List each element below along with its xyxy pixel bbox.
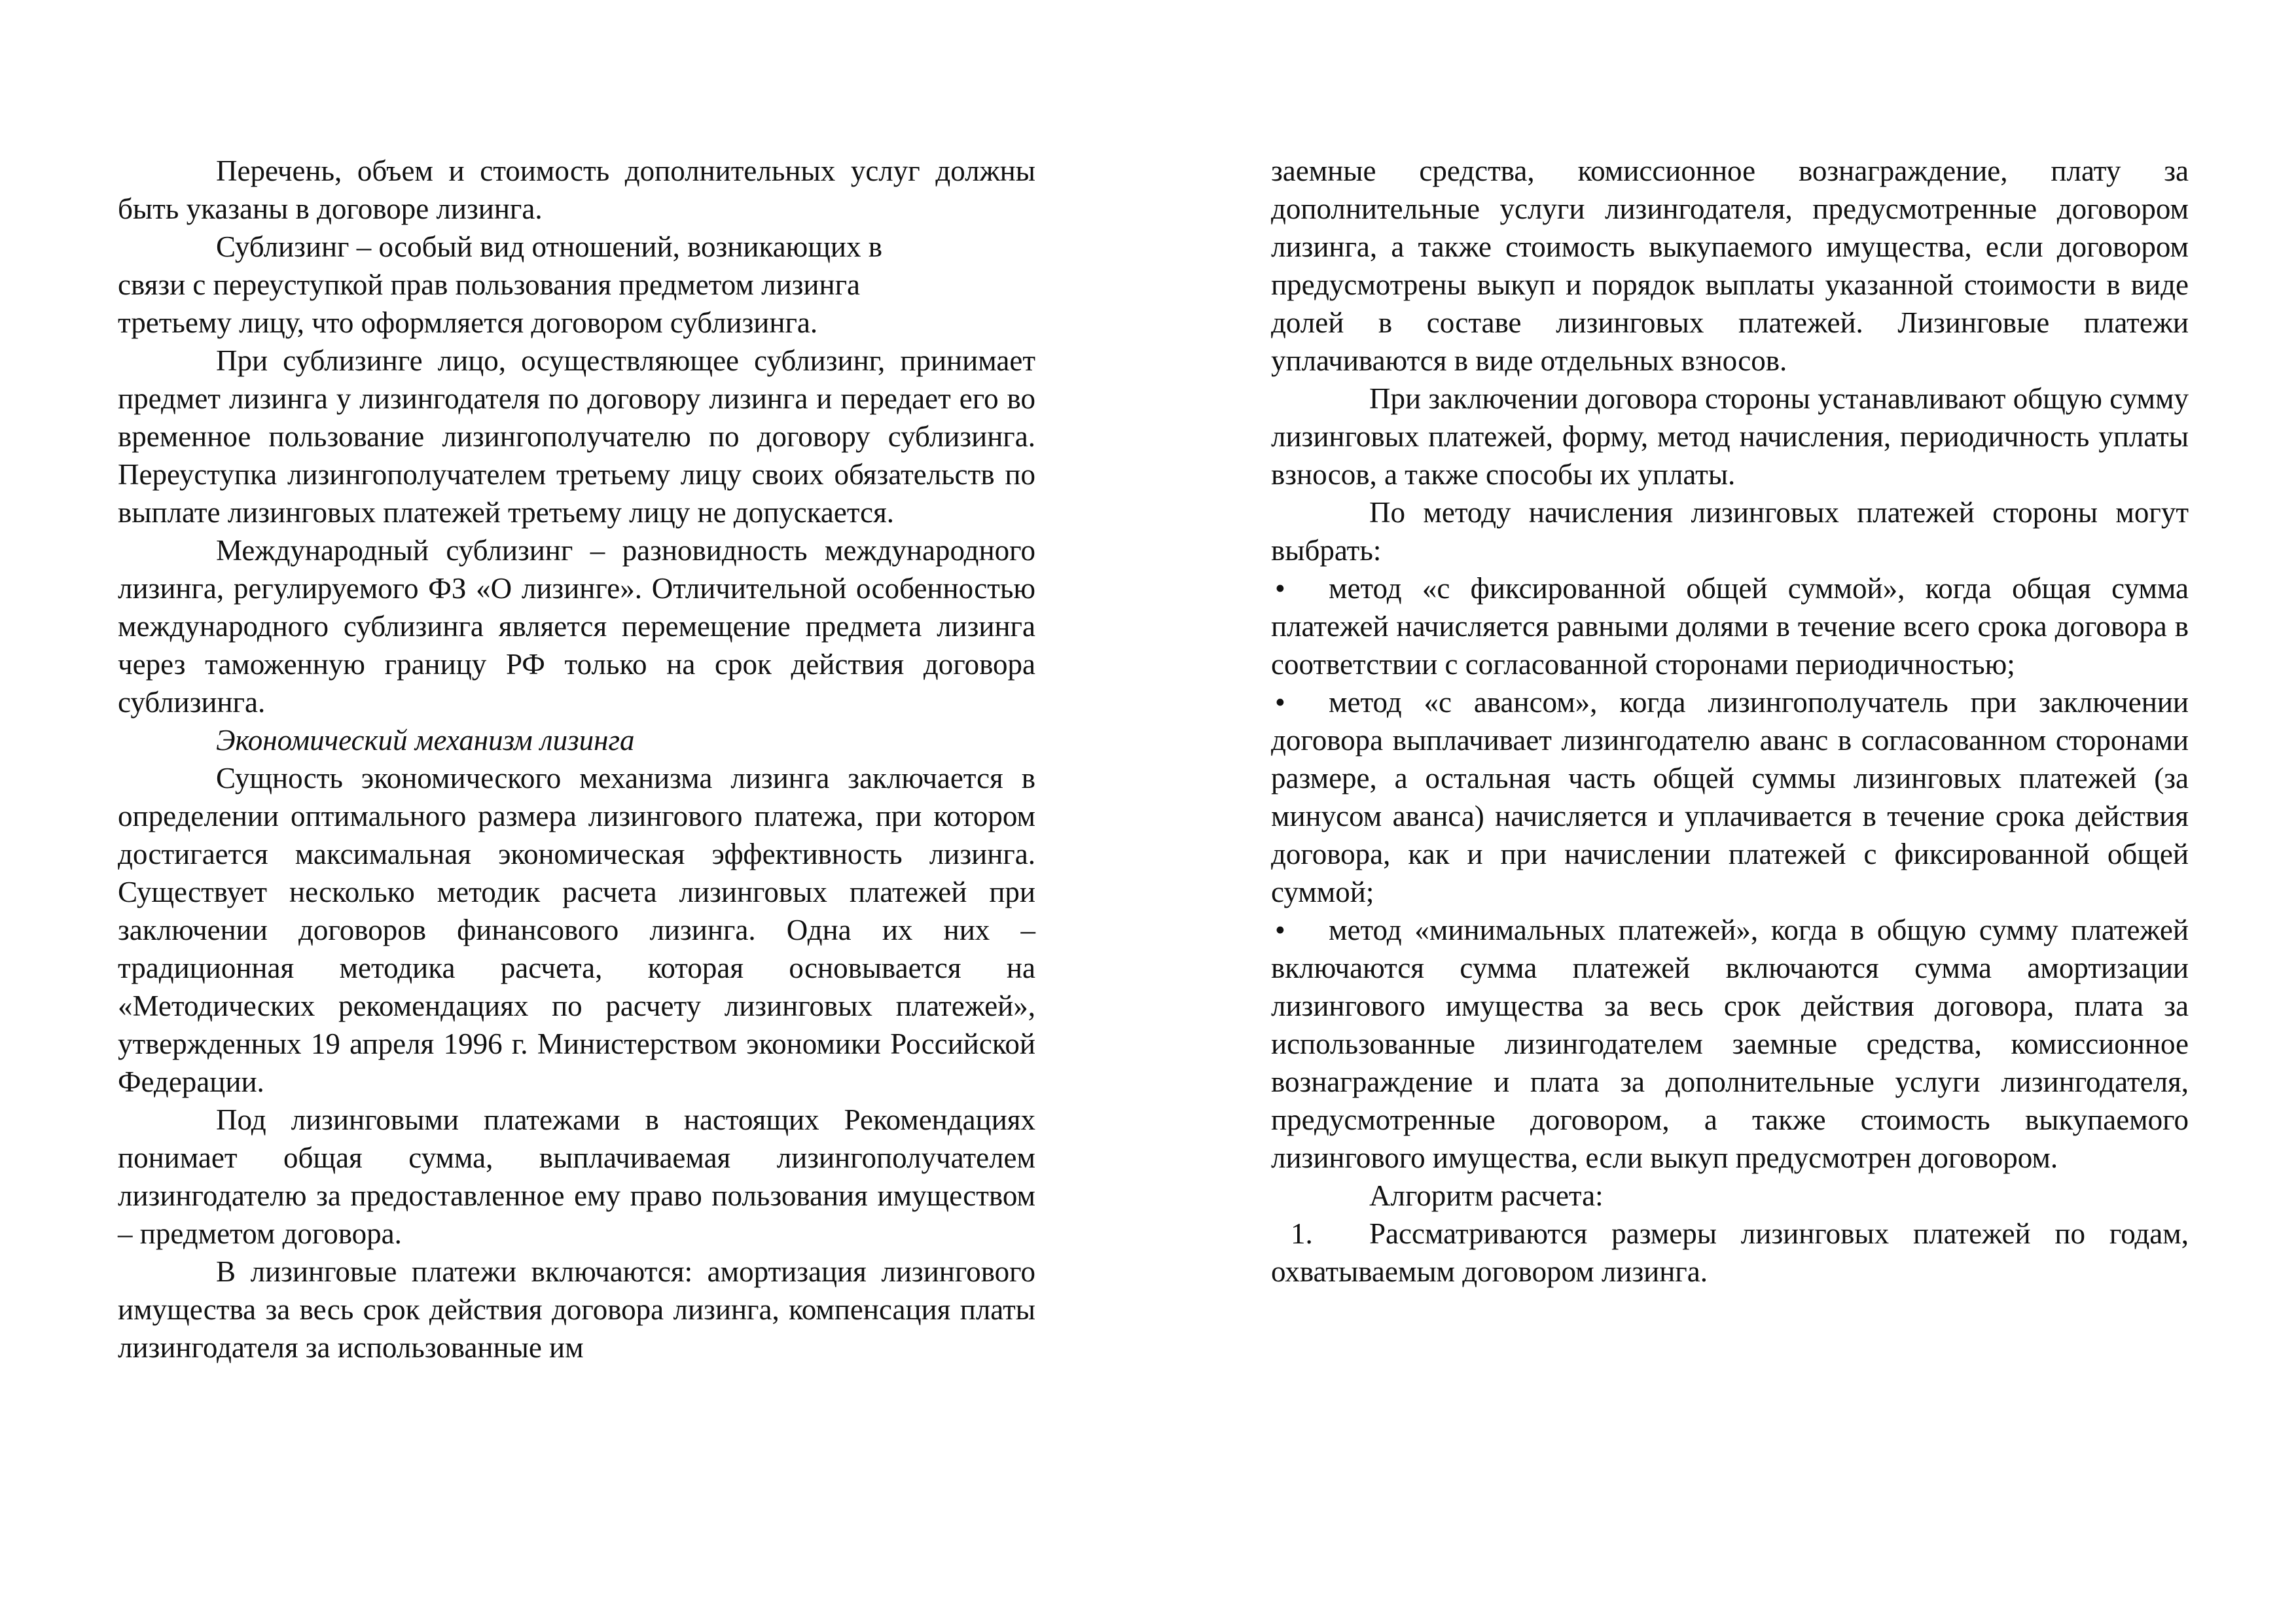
bullet-icon: • — [1275, 686, 1285, 719]
section-heading: Экономический механизм лизинга — [216, 724, 635, 757]
paragraph-line: связи с переуступкой прав пользования предметом лизинга — [118, 268, 861, 301]
numbered-list — [1271, 1215, 2189, 1291]
list-item — [1271, 1215, 2189, 1291]
paragraph: В лизинговые платежи включаются: амортизация лизингового имущества за весь срок действия договора лизинга, компенсация платы лизингодателя за использованные им — [118, 1255, 1035, 1364]
bullet-icon: • — [1275, 914, 1285, 946]
list-item — [1271, 911, 2189, 1177]
list-item-text: метод «минимальных платежей», когда в общую сумму платежей включаются сумма платежей включаются сумма амортизации лизингового имущества за весь срок действия договора, плата за использованные лизингодателем заемные средства, комиссионное вознаграждение и плата за дополнительные услуги лизингодателя, предусмотренные договором, а также стоимость выкупаемого лизингового имущества, если выкуп предусмотрен договором. — [1271, 914, 2189, 1174]
paragraph: Перечень, объем и стоимость дополнительных услуг должны быть указаны в договоре лизинга. — [118, 154, 1035, 225]
paragraph: При заключении договора стороны устанавливают общую сумму лизинговых платежей, форму, метод начисления, периодичность уплаты взносов, а также способы их уплаты. — [1271, 382, 2189, 491]
list-item-text: Рассматриваются размеры лизинговых платежей по годам, охватываемым договором лизинга. — [1271, 1217, 2189, 1288]
paragraph: При сублизинге лицо, осуществляющее сублизинг, принимает предмет лизинга у лизингодателя по договору лизинга и передает его во временное пользование лизингополучателю по договору сублизинга. Переуступка лизингополучателем третьему лицу своих обязательств по выплате лизинговых платежей третьему лицу не допускается. — [118, 344, 1035, 529]
list-item-text: метод «с фиксированной общей суммой», когда общая сумма платежей начисляется равными долями в течение всего срока договора в соответствии с согласованной сторонами периодичностью; — [1271, 572, 2189, 681]
paragraph: По методу начисления лизинговых платежей стороны могут выбрать: — [1271, 496, 2189, 567]
paragraph-line: третьему лицу, что оформляется договором сублизинга. — [118, 306, 818, 339]
left-column — [118, 152, 1035, 1366]
paragraph: заемные средства, комиссионное вознаграждение, плату за дополнительные услуги лизингодателя, предусмотренные договором лизинга, а также стоимость выкупаемого имущества, если договором предусмотрены выкуп и порядок выплаты указанной стоимости в виде долей в составе лизинговых платежей. Лизинговые платежи уплачиваются в виде отдельных взносов. — [1271, 154, 2189, 377]
right-column — [1271, 152, 2189, 1291]
bullet-icon: • — [1275, 572, 1285, 605]
list-item-text: метод «с авансом», когда лизингополучатель при заключении договора выплачивает лизингодателю аванс в согласованном сторонами размере, а остальная часть общей суммы лизинговых платежей (за минусом аванса) начисляется и уплачивается в течение срока действия договора, как и при начислении платежей с фиксированной общей суммой; — [1271, 686, 2189, 908]
paragraph: Международный сублизинг – разновидность международного лизинга, регулируемого ФЗ «О лизинге». Отличительной особенностью международного сублизинга является перемещение предмета лизинга через таможенную границу РФ только на срок действия договора сублизинга. — [118, 534, 1035, 719]
paragraph: Под лизинговыми платежами в настоящих Рекомендациях понимает общая сумма, выплачиваемая лизингополучателем лизингодателю за предоставленное ему право пользования имуществом – предметом договора. — [118, 1103, 1035, 1250]
paragraph-line: Сублизинг – особый вид отношений, возникающих в — [216, 230, 882, 263]
paragraph: Алгоритм расчета: — [1369, 1179, 1604, 1212]
paragraph: Сущность экономического механизма лизинга заключается в определении оптимального размера лизингового платежа, при котором достигается максимальная экономическая эффективность лизинга. Существует несколько методик расчета лизинговых платежей при заключении договоров финансового лизинга. Одна их них – традиционная методика расчета, которая основывается на «Методических рекомендациях по расчету лизинговых платежей», утвержденных 19 апреля 1996 г. Министерством экономики Российской Федерации. — [118, 762, 1035, 1098]
bullet-list — [1271, 569, 2189, 1177]
list-number: 1. — [1291, 1217, 1313, 1250]
list-item — [1271, 569, 2189, 683]
list-item — [1271, 683, 2189, 911]
